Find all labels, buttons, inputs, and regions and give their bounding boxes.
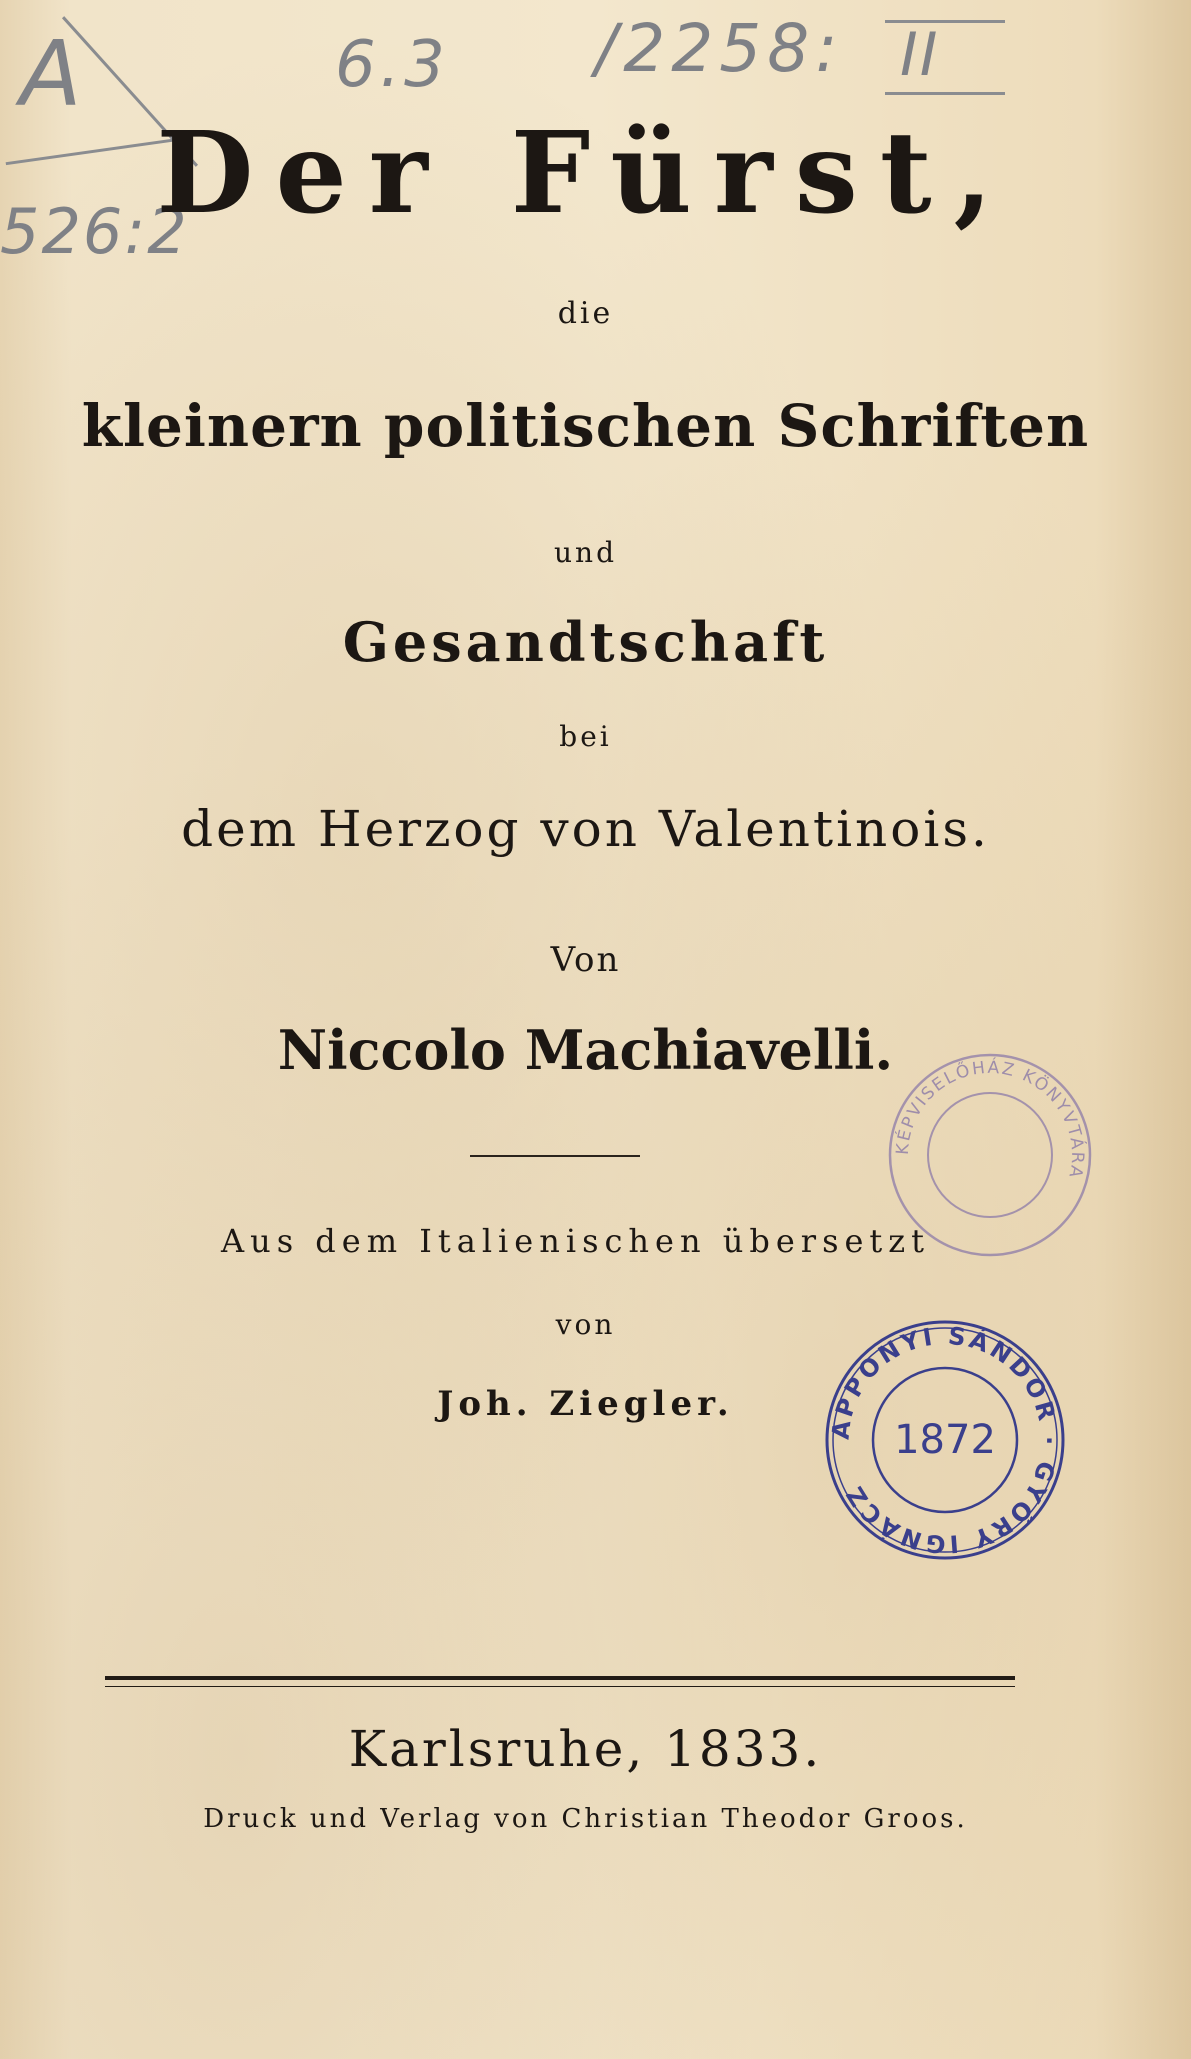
author-name: Niccolo Machiavelli. [277,1018,894,1082]
library-stamp-text: KÉPVISELŐHÁZ KÖNYVTÁRA [892,1057,1088,1182]
pencil-stroke [885,92,1005,95]
connector-die: die [557,296,614,331]
shelfmark-c: II [900,20,940,90]
subtitle-embassy: Gesandtschaft [342,610,829,674]
svg-text:KÉPVISELŐHÁZ KÖNYVTÁRA [892,1056,1089,1181]
connector-und: und [554,536,617,569]
connector-bei: bei [559,720,612,753]
imprint-place-year: Karlsruhe, 1833. [348,1720,823,1778]
library-stamp [880,1045,1100,1265]
pencil-stroke [885,20,1005,23]
collector-stamp-year: 1872 [894,1417,996,1463]
translation-note: Aus dem Italienischen übersetzt [220,1222,930,1260]
translator-by-label: von [555,1308,616,1341]
collector-stamp-text: APPONYI SÁNDOR · GYŐRY IGNÁCZ [826,1321,1064,1559]
translator-name: Joh. Ziegler. [437,1384,734,1424]
subtitle-political-writings: kleinern politischen Schriften [81,392,1090,460]
margin-mark-b: 526:2 [0,195,189,268]
shelfmark-a: 6.3 [335,28,449,102]
by-label: Von [550,940,621,980]
shelfmark-b: /2258: [595,10,844,87]
library-stamp-graphic [880,1045,1100,1265]
collector-stamp-graphic [820,1315,1070,1565]
divider-rule [470,1155,640,1157]
book-title: Der Fürst, [156,108,1015,239]
margin-mark-a: A [20,22,82,127]
subtitle-duke: dem Herzog von Valentinois. [181,800,990,858]
collector-stamp [820,1315,1070,1565]
imprint-publisher: Druck und Verlag von Christian Theodor Groos. [203,1804,968,1834]
imprint-rule [105,1676,1015,1687]
